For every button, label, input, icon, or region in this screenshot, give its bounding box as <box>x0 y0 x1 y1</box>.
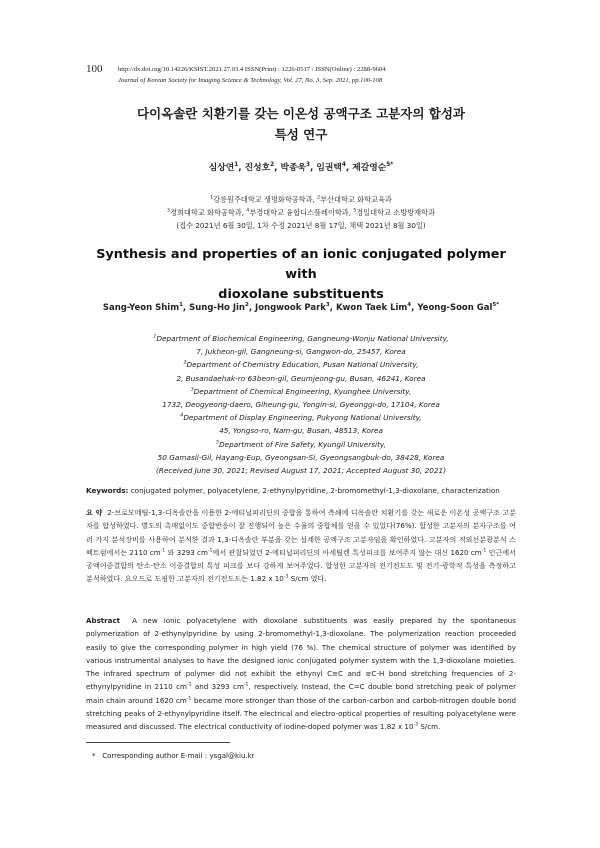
korean-affiliation-line: $^1$강릉원주대학교 생명화학공학과, $^2$부산대학교 화학교육과 <box>210 195 392 204</box>
korean-authors: 심상연$^1$, 진성호$^2$, 박종욱$^3$, 임권택$^4$, 제갈영순$^{5*}$ <box>208 162 394 173</box>
korean-affiliations <box>86 193 516 232</box>
english-title-line-2: dioxolane substituents <box>218 287 384 302</box>
english-author: Sang-Yeon Shim$^1$ <box>102 302 183 313</box>
english-authors: Sang-Yeon Shim$^1$, Sung-Ho Jin$^2$, Jongwook Park$^3$, Kwon Taek Lim$^4$, Yeong-Soon Gal$^{5*}$ <box>102 302 500 313</box>
keywords <box>86 485 516 497</box>
english-affiliation-line: 2, Busandaehak-ro 63beon-gil, Geumjeong-gu, Busan, 46241, Korea <box>176 373 426 383</box>
english-affiliation-line: 1732, Deogyeong-daero, Giheung-gu, Yongin-si, Gyeonggi-do, 17104, Korea <box>162 400 440 410</box>
english-abstract-label: Abstract <box>86 616 121 625</box>
korean-title-line-2: 특성 연구 <box>274 127 328 142</box>
english-abstract: Abstract A new ionic polyacetylene with dioxolane substituents was easily prepared by the spontaneous polymerization of 2-ethynylpyridine by using 2-bromomethyl-1,3-dioxolane. The polymerization reaction proceeded easily to give the corresponding polymer in high yield (76 %). The chemical structure of polymer was identified by various instrumental analyses to have the designed ionic conjugated polymer system with the 1,3-dioxolane moieties. The infrared spectrum of polymer did not exhibit the ethynyl C≡C and ≡C-H bond stretching frequencies of 2-ethynylpyridine in 2110 $cm^{-1}$ and 3293 $cm^{-1}$, respectively. Instead, the C=C double bond stretching peak of polymer main chain around 1620 $cm^{-1}$ became more stronger than those of the carbon-carbon and carbob-nitrogen double bond stretching peaks of 2-ethynylpyridine itself. The electrical and electro-optical properties of resulting polyacetylene were measured and discussed. The electrical conductivity of iodine-doped polymer was 1.82 x $10^{-3}$ S/cm. <box>86 616 516 732</box>
korean-author: 심상연$^1$ <box>208 162 239 173</box>
korean-author: 임권택$^4$ <box>316 162 346 173</box>
korean-title <box>86 103 516 145</box>
english-author: Jongwook Park$^3$ <box>255 302 330 313</box>
keywords-text: conjugated polymer, polyacetylene, 2-ethynylpyridine, 2-bromomethyl-1,3-dioxolane, characterization <box>130 486 500 495</box>
korean-abstract-label: 요 약 <box>86 508 103 517</box>
korean-affiliation-line: $^3$경희대학교 화학공학과, $^4$부경대학교 융합디스플레이학과, $^5$경일대학교 소방방재학과 <box>167 208 435 217</box>
korean-title-line-1: 다이옥솔란 치환기를 갖는 이온성 공액구조 고분자의 합성과 <box>137 106 465 121</box>
english-affiliation-line: 7, Jukheon-gil, Gangneung-si, Gangwon-do, 25457, Korea <box>196 347 406 357</box>
footnote-text: Corresponding author E-mail : ysgal@kiu.kr <box>102 752 255 760</box>
footnote-divider <box>86 742 230 743</box>
page-number: 100 <box>86 63 103 75</box>
korean-author: 박종욱$^3$ <box>280 162 310 173</box>
english-received-dates: (Received June 30, 2021; Revised August 17, 2021; Accepted August 30, 2021) <box>155 466 447 476</box>
korean-author: 진성호$^2$ <box>244 162 275 173</box>
english-affiliation-line: $^4$Department of Display Engineering, Pukyong National University, <box>180 413 422 423</box>
corresponding-author-footnote <box>92 752 255 760</box>
english-title-line-1: Synthesis and properties of an ionic conjugated polymer with <box>96 247 506 282</box>
korean-author: 제갈영순$^{5*}$ <box>352 162 394 173</box>
english-title <box>86 245 516 305</box>
header-doi-issn: http://dx.doi.org/10.14226/KSIST.2021.27.03.4 ISSN(Print) : 1226-0517 / ISSN(Online) : 2288-9604 <box>118 66 386 73</box>
footnote-marker: * <box>92 752 96 760</box>
english-affiliation-line: $^5$Department of Fire Safety, Kyungil University, <box>215 439 386 449</box>
header-journal-citation: Journal of Korean Society for Imaging Science & Technology, Vol. 27, No. 3, Sep. 2021, pp.100-108 <box>118 77 383 84</box>
keywords-label: Keywords: <box>86 486 129 495</box>
english-author: Kwon Taek Lim$^4$ <box>335 302 412 313</box>
english-affiliation-line: 45, Yongso-ro, Nam-gu, Busan, 48513, Korea <box>219 426 383 436</box>
english-affiliation-line: $^1$Department of Biochemical Engineering, Gangneung-Wonju National University, <box>153 334 449 343</box>
korean-abstract: 요 약 2-브로모메틸-1,3-디옥솔란을 이용한 2-에티닐피리딘의 중합을 통하여 측쇄에 디옥솔란 치환기를 갖는 새로운 이온성 공액구조 고분자를 합성하였다. 별도의 촉매없이도 중합반응이 잘 진행되어 높은 수율의 중합체를 얻을 수 있었다(76%). 합성한 고분자의 분자구조를 여러 가지 분석장비를 사용하여 분석한 결과 1,3-디옥솔란 부분을 갖는 설계한 공액구조 고분자임을 확인하였다. 고분자의 적외선분광분석 스펙트럼에서는 2110 $cm^{-1}$ 와 3293 $cm^{-1}$에서 관찰되었던 2-에티닐피리딘의 아세틸렌 특성피크를 보여주지 않는 대신 1620 $cm^{-1}$ 인근에서 공액이중결합의 탄소-탄소 이중결합의 특성 피크를 보다 강하게 보여주었다. 합성한 고분자의 전기전도도 및 전기-광학적 특성을 측정하고 분석하였다. 요오드로 도핑한 고분자의 전기전도도는 1.82 x $10^{-3}$ S/cm 였다. <box>86 508 516 584</box>
korean-received-dates: (접수 2021년 6월 30일, 1차 수정 2021년 8월 17일, 채택 2021년 8월 30일) <box>176 221 426 230</box>
english-affiliation-line: 50 Gamasil-Gil, Hayang-Eup, Gyeongsan-Si, Gyeongsangbuk-do, 38428, Korea <box>157 452 445 462</box>
english-author: Sung-Ho Jin$^2$ <box>189 302 249 313</box>
english-affiliation-line: $^3$Department of Chemical Engineering, Kyunghee University, <box>190 386 412 396</box>
english-affiliations <box>86 332 516 477</box>
english-affiliation-line: $^2$Department of Chemistry Education, Pusan National University, <box>183 360 419 370</box>
english-author: Yeong-Soon Gal$^{5*}$ <box>417 302 500 313</box>
